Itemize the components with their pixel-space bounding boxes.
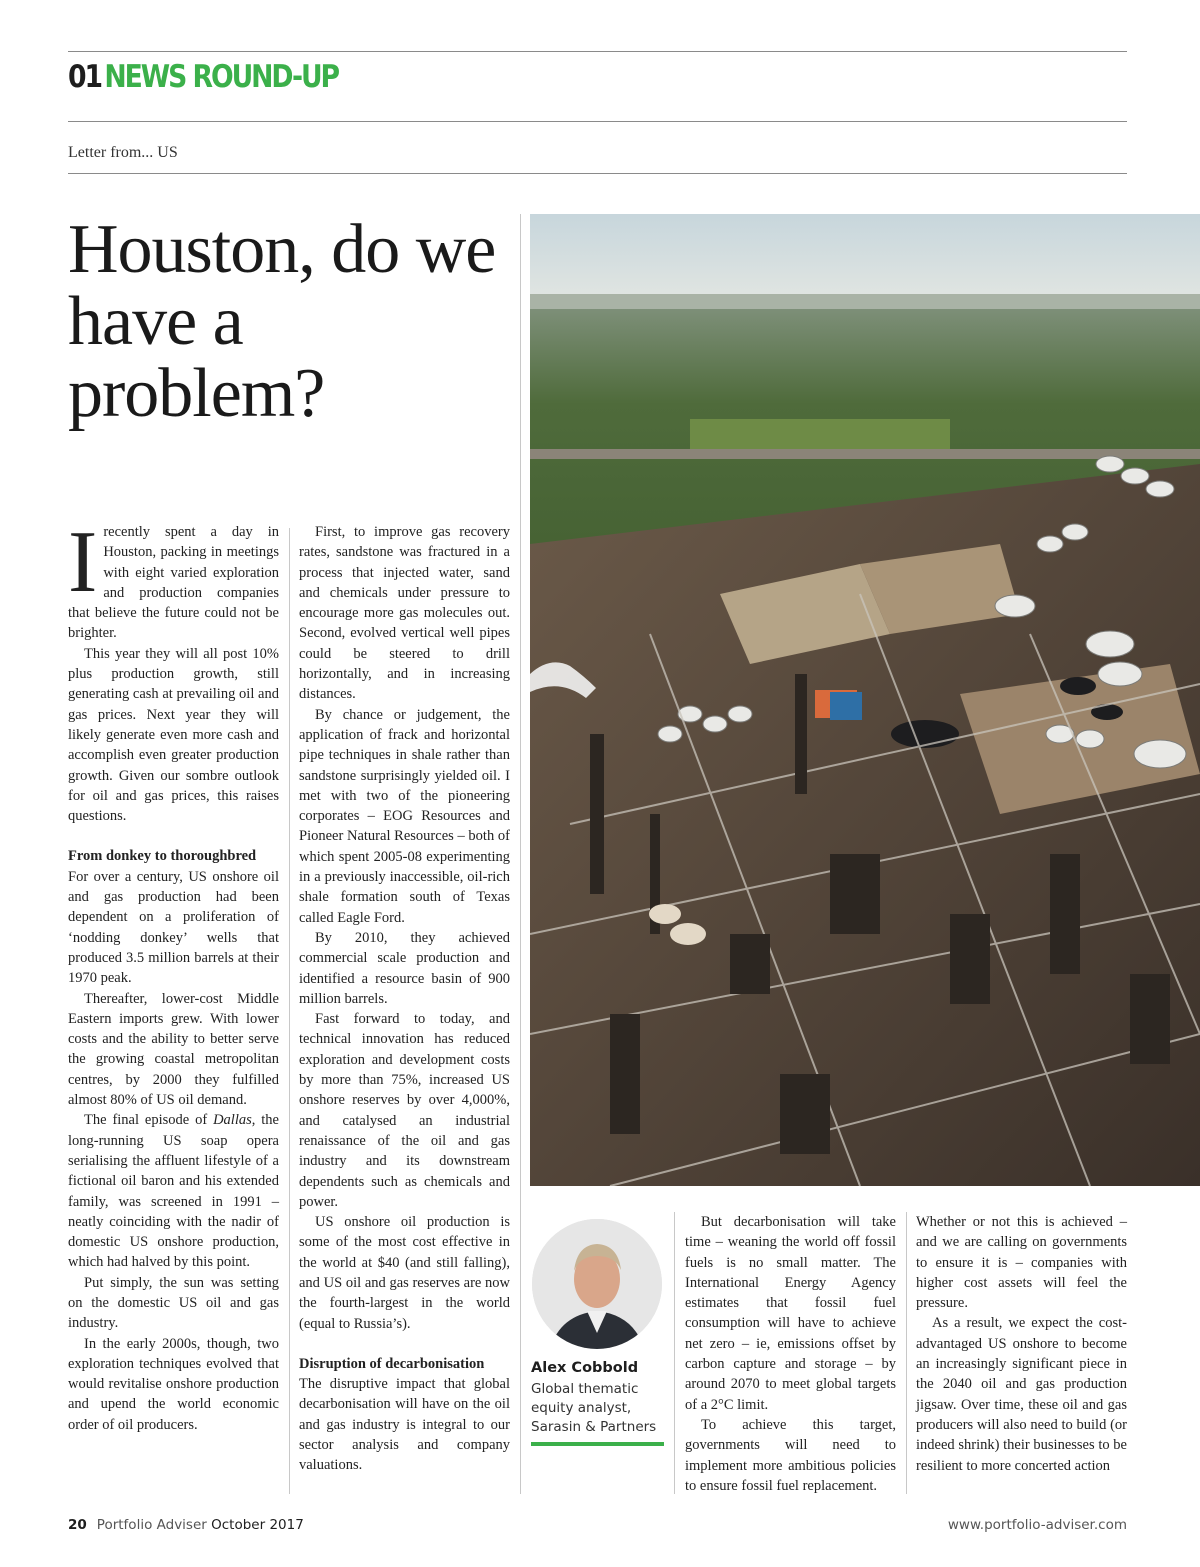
website-url: www.portfolio-adviser.com <box>947 1517 1127 1533</box>
headline: Houston, do we have a problem? <box>68 211 496 432</box>
paragraph <box>68 514 279 644</box>
paragraph-text: recently spent a day in Houston, packing in meetings with eight varied exploration and production companies that believe the future could not be brighter. <box>68 524 279 642</box>
paragraph <box>68 1110 279 1272</box>
author-photo <box>532 1219 662 1349</box>
section-title: NEWS ROUND-UP <box>104 59 339 95</box>
column-divider <box>520 214 521 1494</box>
column-divider <box>906 1212 907 1494</box>
column-divider <box>674 1212 675 1494</box>
article-column-1 <box>68 514 279 1435</box>
top-rule <box>68 51 1127 52</box>
paragraph: Put simply, the sun was setting on the domestic US oil and gas industry. <box>68 1274 279 1332</box>
refinery-aerial-photo <box>530 214 1200 1186</box>
paragraph: US onshore oil production is some of the most cost effective in the world at $40 (and still falling), and US oil and gas reserves are now the fourth-largest in the world (equal to Russia’s). <box>299 1214 510 1332</box>
header-rule <box>68 121 1127 122</box>
footer-left <box>68 1517 304 1533</box>
drop-cap: I <box>68 514 98 611</box>
paragraph: Thereafter, lower-cost Middle Eastern imports grew. With lower costs and the ability to better serve the growing coastal metropolitan centres, by 2000 they fulfilled almost 80% of US oil demand. <box>68 990 279 1109</box>
paragraph: But decarbonisation will take time – weaning the world off fossil fuels is no small matter. The International Energy Agency estimates that fossil fuel consumption will have to achieve net zero – ie, emissions offset by carbon capture and storage – by around 2070 to meet global targets of a 2°C limit. <box>685 1214 896 1413</box>
issue-date: October 2017 <box>211 1517 304 1533</box>
paragraph: This year they will all post 10% plus production growth, still generating cash at prevailing oil and gas prices. Next year they will likely generate even more cash and accomplish even greater production growth. Given our sombre outlook for oil and gas prices, this raises questions. <box>68 645 279 825</box>
section-number: 01 <box>68 59 101 95</box>
paragraph: For over a century, US onshore oil and gas production had been dependent on a proliferation of ‘nodding donkey’ wells that produced 3.5 million barrels at their 1970 peak. <box>68 868 279 987</box>
author-accent-bar <box>531 1442 664 1446</box>
paragraph: To achieve this target, governments will need to implement more ambitious policies to ensure fossil fuel replacement. <box>685 1416 896 1494</box>
section-header <box>68 57 338 97</box>
author-role: Global thematic equity analyst, Sarasin & Partners <box>531 1381 657 1435</box>
subheading: Disruption of decarbonisation <box>299 1355 485 1372</box>
subheading: From donkey to thoroughbred <box>68 848 257 865</box>
paragraph: In the early 2000s, though, two exploration techniques evolved that would revitalise onshore production and upend the world economic order of oil producers. <box>68 1335 279 1433</box>
paragraph: As a result, we expect the cost-advantaged US onshore to become an increasingly significant piece in the 2040 oil and gas production jigsaw. Over time, these oil and gas producers will also need to build (or indeed shrink) their businesses to be resilient to more concerted action <box>916 1315 1127 1474</box>
paragraph: First, to improve gas recovery rates, sandstone was fractured in a process that injected water, sand and chemicals under pressure to encourage more gas molecules out. Second, evolved vertical well pipes could be steered to drill horizontally, and in increasing distances. <box>299 524 510 703</box>
paragraph: Fast forward to today, and technical innovation has reduced exploration and development costs by more than 75%, increased US onshore reserves by over 4,000%, and catalysed an industrial renaissance of the oil and gas industry and its downstream dependents such as chemicals and power. <box>299 1011 510 1210</box>
show-title: Dallas <box>213 1112 252 1129</box>
page-number: 20 <box>68 1517 87 1533</box>
paragraph-text: The final episode of <box>84 1112 214 1129</box>
kicker-rule <box>68 173 1127 174</box>
author-name: Alex Cobbold <box>531 1360 639 1376</box>
kicker: Letter from... US <box>68 144 178 161</box>
paragraph: By chance or judgement, the application of frack and horizontal pipe techniques in shale rather than sandstone surprisingly yielded oil. I met with two of the pioneering corporates – EOG Resources and Pioneer Natural Resources – both of which spent 2005-08 experimenting in a previously inaccessible, oil-rich shale formation south of Texas called Eagle Ford. <box>299 706 510 926</box>
article-column-4 <box>916 1212 1127 1476</box>
paragraph-text: , the long-running US soap opera serialising the affluent lifestyle of a fictional oil baron and his extended family, was screened in 1991 – neatly coinciding with the nadir of domestic US onshore production, which had halved by this point. <box>68 1112 279 1271</box>
paragraph: Whether or not this is achieved – and we are calling on governments to ensure it is – companies with higher cost assets will feel the pressure. <box>916 1214 1127 1312</box>
paragraph: By 2010, they achieved commercial scale production and identified a resource basin of 900 million barrels. <box>299 929 510 1007</box>
column-divider <box>289 528 290 1494</box>
paragraph: The disruptive impact that global decarbonisation will have on the oil and gas industry is integral to our sector analysis and company valuations. <box>299 1376 510 1474</box>
article-column-2 <box>299 522 510 1476</box>
article-column-3 <box>685 1212 896 1496</box>
publication-name: Portfolio Adviser <box>96 1517 207 1533</box>
